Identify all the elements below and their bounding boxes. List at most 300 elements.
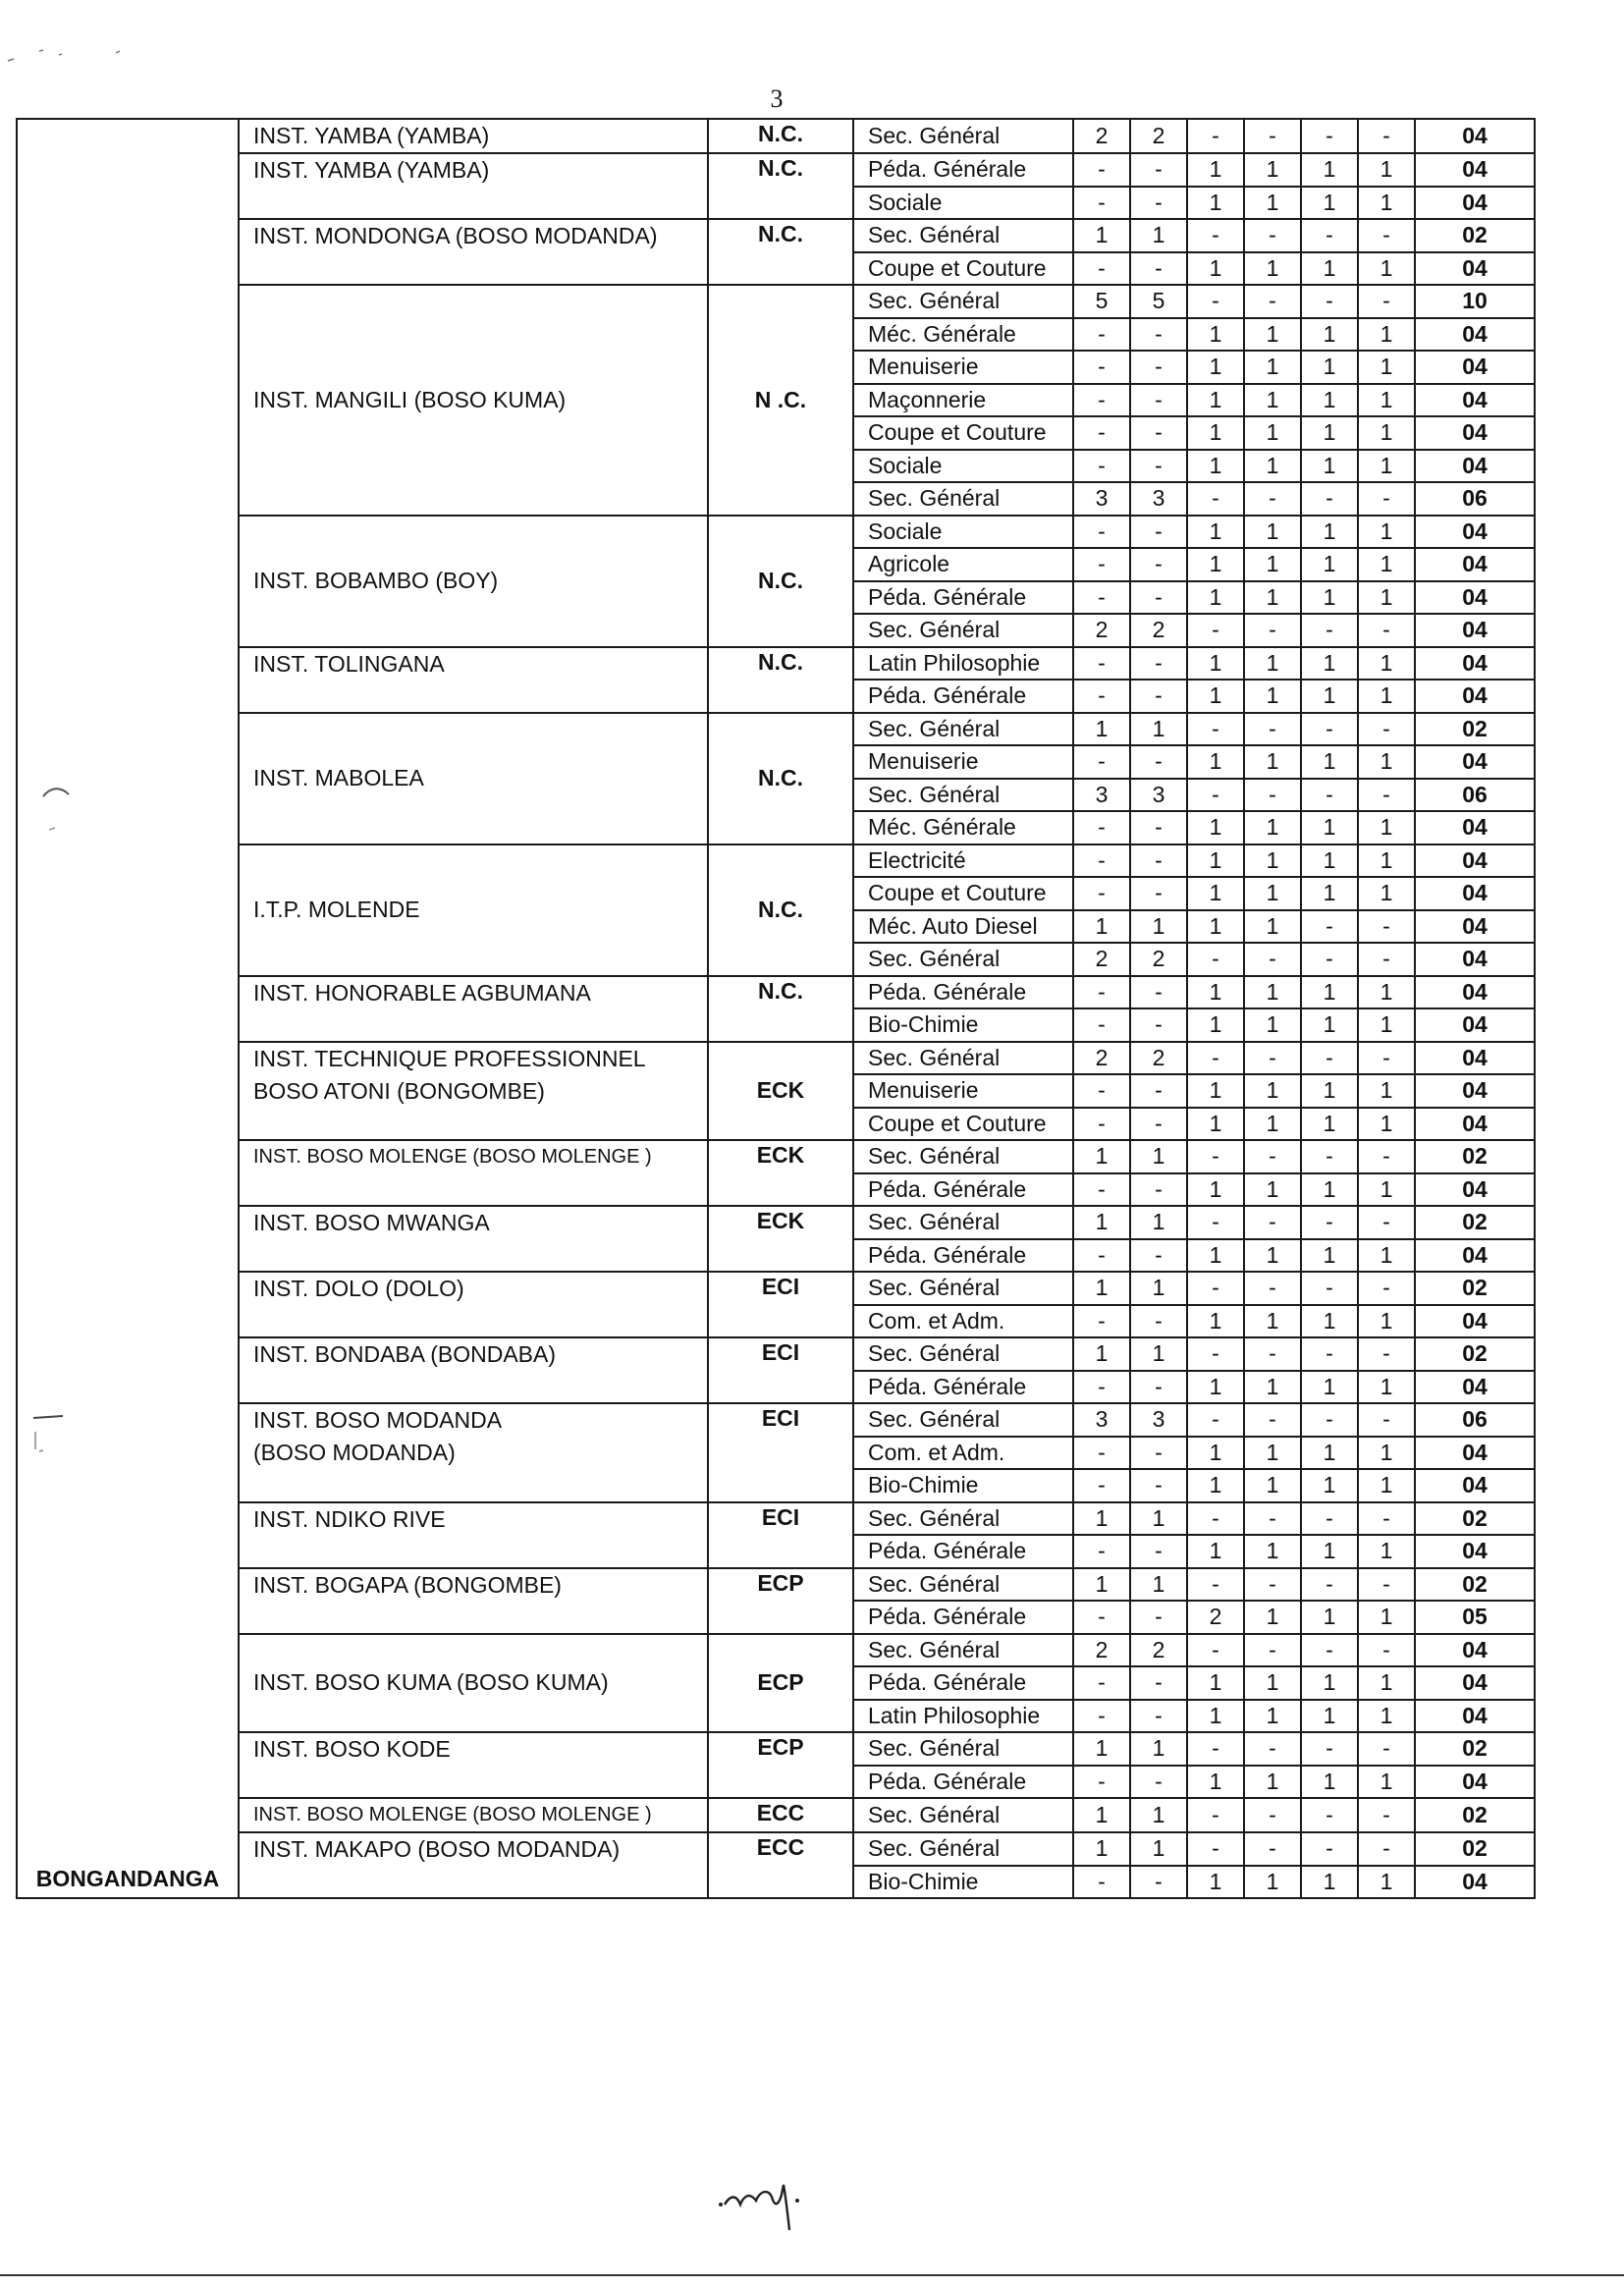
class-count-cell: - <box>1358 1568 1415 1602</box>
institution-cell <box>239 1337 708 1403</box>
class-count-cell: 1 <box>1187 1239 1244 1273</box>
class-count-cell: 1 <box>1244 1866 1301 1899</box>
class-count-cell: - <box>1244 1832 1301 1866</box>
class-count-cell: - <box>1187 1502 1244 1536</box>
section-cell: Bio-Chimie <box>853 1469 1073 1502</box>
section-cell: Sec. Général <box>853 1403 1073 1437</box>
total-cell: 06 <box>1415 1403 1535 1437</box>
total-cell: 04 <box>1415 976 1535 1009</box>
class-count-cell: 1 <box>1301 811 1358 844</box>
status-cell: ECI <box>708 1337 853 1403</box>
total-cell: 02 <box>1415 1732 1535 1766</box>
class-count-cell: 1 <box>1358 1766 1415 1799</box>
table-row <box>17 1337 1535 1371</box>
class-count-cell: 1 <box>1244 1371 1301 1404</box>
class-count-cell: 1 <box>1244 1108 1301 1141</box>
institution-name: INST. BOSO MOLENGE (BOSO MOLENGE ) <box>253 1146 652 1168</box>
section-cell: Méc. Auto Diesel <box>853 910 1073 944</box>
status-cell: N.C. <box>708 713 853 844</box>
section-cell: Com. et Adm. <box>853 1305 1073 1338</box>
class-count-cell: - <box>1187 1798 1244 1832</box>
section-cell: Sociale <box>853 450 1073 483</box>
class-count-cell: 1 <box>1187 318 1244 352</box>
class-count-cell: - <box>1358 1272 1415 1305</box>
class-count-cell: 1 <box>1187 745 1244 779</box>
class-count-cell: - <box>1073 1535 1130 1568</box>
class-count-cell: 1 <box>1244 647 1301 681</box>
class-count-cell: 1 <box>1358 153 1415 187</box>
class-count-cell: 1 <box>1244 680 1301 713</box>
total-cell: 04 <box>1415 1866 1535 1899</box>
total-cell: 02 <box>1415 1140 1535 1173</box>
institution-cell <box>239 1634 708 1733</box>
class-count-cell: 1 <box>1073 1798 1130 1832</box>
class-count-cell: 1 <box>1358 1371 1415 1404</box>
class-count-cell: - <box>1301 1206 1358 1239</box>
class-count-cell: - <box>1130 1108 1187 1141</box>
class-count-cell: 3 <box>1130 779 1187 812</box>
class-count-cell: - <box>1187 1403 1244 1437</box>
class-count-cell: 1 <box>1130 713 1187 746</box>
class-count-cell: 1 <box>1358 416 1415 450</box>
institution-cell <box>239 1798 708 1832</box>
institution-name: INST. MANGILI (BOSO KUMA) <box>253 386 567 412</box>
section-cell: Péda. Générale <box>853 1239 1073 1273</box>
class-count-cell: - <box>1301 614 1358 647</box>
total-cell: 02 <box>1415 1502 1535 1536</box>
class-count-cell: - <box>1073 811 1130 844</box>
table-row <box>17 285 1535 318</box>
class-count-cell: - <box>1130 1371 1187 1404</box>
class-count-cell: 1 <box>1358 318 1415 352</box>
class-count-cell: - <box>1358 1337 1415 1371</box>
total-cell: 06 <box>1415 482 1535 516</box>
class-count-cell: 1 <box>1358 1535 1415 1568</box>
class-count-cell: 1 <box>1301 1766 1358 1799</box>
class-count-cell: 1 <box>1244 910 1301 944</box>
section-cell: Sociale <box>853 516 1073 549</box>
class-count-cell: 1 <box>1130 219 1187 252</box>
section-cell: Sec. Général <box>853 1832 1073 1866</box>
class-count-cell: - <box>1073 1766 1130 1799</box>
institution-name: INST. BOSO MOLENGE (BOSO MOLENGE ) <box>253 1804 652 1825</box>
class-count-cell: - <box>1358 1140 1415 1173</box>
class-count-cell: 1 <box>1358 252 1415 286</box>
section-cell: Latin Philosophie <box>853 647 1073 681</box>
class-count-cell: - <box>1130 351 1187 384</box>
table-row <box>17 1272 1535 1305</box>
class-count-cell: 1 <box>1358 1074 1415 1108</box>
class-count-cell: - <box>1187 779 1244 812</box>
institution-name: INST. DOLO (DOLO) <box>253 1276 464 1301</box>
section-cell: Sec. Général <box>853 1140 1073 1173</box>
table-row <box>17 1634 1535 1667</box>
class-count-cell: - <box>1187 1732 1244 1766</box>
table-row <box>17 647 1535 681</box>
class-count-cell: - <box>1358 219 1415 252</box>
section-cell: Agricole <box>853 548 1073 581</box>
class-count-cell: 2 <box>1187 1601 1244 1634</box>
class-count-cell: 1 <box>1244 548 1301 581</box>
section-cell: Coupe et Couture <box>853 252 1073 286</box>
class-count-cell: 1 <box>1244 1766 1301 1799</box>
class-count-cell: 2 <box>1130 119 1187 153</box>
class-count-cell: - <box>1358 614 1415 647</box>
section-cell: Coupe et Couture <box>853 1108 1073 1141</box>
class-count-cell: - <box>1358 713 1415 746</box>
class-count-cell: - <box>1244 1206 1301 1239</box>
class-count-cell: 1 <box>1244 976 1301 1009</box>
class-count-cell: - <box>1073 1305 1130 1338</box>
section-cell: Sociale <box>853 187 1073 220</box>
section-cell: Péda. Générale <box>853 1535 1073 1568</box>
class-count-cell: 1 <box>1244 187 1301 220</box>
total-cell: 04 <box>1415 384 1535 417</box>
class-count-cell: - <box>1187 119 1244 153</box>
table-row <box>17 844 1535 878</box>
class-count-cell: 2 <box>1073 614 1130 647</box>
class-count-cell: - <box>1301 1634 1358 1667</box>
total-cell: 02 <box>1415 1206 1535 1239</box>
class-count-cell: 1 <box>1301 1666 1358 1700</box>
class-count-cell: 1 <box>1301 1074 1358 1108</box>
class-count-cell: 1 <box>1073 1140 1130 1173</box>
class-count-cell: - <box>1187 1206 1244 1239</box>
section-cell: Sec. Général <box>853 1206 1073 1239</box>
class-count-cell: - <box>1187 1042 1244 1075</box>
total-cell: 04 <box>1415 1535 1535 1568</box>
class-count-cell: - <box>1301 1337 1358 1371</box>
status-cell: N.C. <box>708 219 853 285</box>
total-cell: 02 <box>1415 1832 1535 1866</box>
institution-name: INST. BOSO KUMA (BOSO KUMA) <box>253 1669 609 1696</box>
class-count-cell: 1 <box>1358 1469 1415 1502</box>
section-cell: Coupe et Couture <box>853 416 1073 450</box>
class-count-cell: 1 <box>1301 844 1358 878</box>
class-count-cell: - <box>1130 1437 1187 1470</box>
total-cell: 04 <box>1415 187 1535 220</box>
class-count-cell: - <box>1073 252 1130 286</box>
total-cell: 04 <box>1415 943 1535 976</box>
section-cell: Bio-Chimie <box>853 1008 1073 1042</box>
section-cell: Sec. Général <box>853 285 1073 318</box>
class-count-cell: 1 <box>1301 1437 1358 1470</box>
class-count-cell: - <box>1073 318 1130 352</box>
class-count-cell: 1 <box>1244 1535 1301 1568</box>
class-count-cell: 1 <box>1358 811 1415 844</box>
class-count-cell: 1 <box>1301 318 1358 352</box>
class-count-cell: 1 <box>1358 844 1415 878</box>
section-cell: Sec. Général <box>853 1568 1073 1602</box>
institution-name: INST. BOSO MODANDA <box>253 1407 503 1433</box>
section-cell: Sec. Général <box>853 1337 1073 1371</box>
class-count-cell: - <box>1244 1502 1301 1536</box>
class-count-cell: 1 <box>1187 647 1244 681</box>
total-cell: 04 <box>1415 450 1535 483</box>
table-row <box>17 219 1535 252</box>
class-count-cell: - <box>1301 1502 1358 1536</box>
class-count-cell: - <box>1130 252 1187 286</box>
class-count-cell: 1 <box>1301 1700 1358 1733</box>
class-count-cell: - <box>1073 1239 1130 1273</box>
class-count-cell: 1 <box>1301 1601 1358 1634</box>
class-count-cell: 1 <box>1187 1700 1244 1733</box>
class-count-cell: - <box>1130 153 1187 187</box>
page-number: 3 <box>770 84 784 113</box>
total-cell: 04 <box>1415 745 1535 779</box>
class-count-cell: - <box>1187 1568 1244 1602</box>
class-count-cell: - <box>1187 943 1244 976</box>
section-cell: Sec. Général <box>853 1798 1073 1832</box>
class-count-cell: 1 <box>1358 745 1415 779</box>
total-cell: 04 <box>1415 647 1535 681</box>
class-count-cell: 1 <box>1244 516 1301 549</box>
class-count-cell: - <box>1244 285 1301 318</box>
class-count-cell: - <box>1130 581 1187 615</box>
class-count-cell: 1 <box>1301 647 1358 681</box>
institution-name: INST. BOSO MWANGA <box>253 1210 490 1235</box>
class-count-cell: 1 <box>1301 1866 1358 1899</box>
class-count-cell: 1 <box>1244 1173 1301 1207</box>
total-cell: 02 <box>1415 1798 1535 1832</box>
class-count-cell: 1 <box>1358 976 1415 1009</box>
class-count-cell: 1 <box>1358 1666 1415 1700</box>
class-count-cell: - <box>1244 943 1301 976</box>
institution-name: INST. YAMBA (YAMBA) <box>253 157 490 183</box>
class-count-cell: - <box>1244 1272 1301 1305</box>
institution-name: INST. BONDABA (BONDABA) <box>253 1341 557 1367</box>
class-count-cell: - <box>1358 779 1415 812</box>
class-count-cell: 3 <box>1073 1403 1130 1437</box>
table-row <box>17 153 1535 187</box>
institution-name: INST. YAMBA (YAMBA) <box>253 123 490 148</box>
class-count-cell: 1 <box>1130 1732 1187 1766</box>
total-cell: 04 <box>1415 1700 1535 1733</box>
institution-cell <box>239 1042 708 1141</box>
class-count-cell: 1 <box>1073 910 1130 944</box>
class-count-cell: - <box>1073 416 1130 450</box>
class-count-cell: 1 <box>1244 581 1301 615</box>
section-cell: Péda. Générale <box>853 1173 1073 1207</box>
section-cell: Sec. Général <box>853 219 1073 252</box>
class-count-cell: 1 <box>1073 1502 1130 1536</box>
class-count-cell: - <box>1130 1700 1187 1733</box>
class-count-cell: 2 <box>1073 1634 1130 1667</box>
class-count-cell: 1 <box>1244 1700 1301 1733</box>
total-cell: 02 <box>1415 1272 1535 1305</box>
class-count-cell: 1 <box>1130 1140 1187 1173</box>
total-cell: 04 <box>1415 1766 1535 1799</box>
total-cell: 04 <box>1415 614 1535 647</box>
class-count-cell: 1 <box>1358 680 1415 713</box>
class-count-cell: 5 <box>1130 285 1187 318</box>
class-count-cell: 1 <box>1244 745 1301 779</box>
class-count-cell: - <box>1187 1634 1244 1667</box>
class-count-cell: - <box>1244 1140 1301 1173</box>
table-row <box>17 119 1535 153</box>
class-count-cell: - <box>1301 1732 1358 1766</box>
section-cell: Péda. Générale <box>853 1601 1073 1634</box>
class-count-cell: 1 <box>1301 252 1358 286</box>
total-cell: 02 <box>1415 1337 1535 1371</box>
class-count-cell: 1 <box>1301 745 1358 779</box>
class-count-cell: - <box>1130 450 1187 483</box>
class-count-cell: 1 <box>1187 581 1244 615</box>
class-count-cell: 1 <box>1130 1502 1187 1536</box>
class-count-cell: 1 <box>1301 1008 1358 1042</box>
class-count-cell: - <box>1073 548 1130 581</box>
class-count-cell: - <box>1358 1634 1415 1667</box>
class-count-cell: 1 <box>1358 877 1415 910</box>
class-count-cell: 1 <box>1301 976 1358 1009</box>
class-count-cell: 1 <box>1244 318 1301 352</box>
total-cell: 04 <box>1415 1634 1535 1667</box>
institution-name: INST. TECHNIQUE PROFESSIONNEL <box>253 1045 646 1071</box>
section-cell: Sec. Général <box>853 943 1073 976</box>
section-cell: Péda. Générale <box>853 1766 1073 1799</box>
class-count-cell: 1 <box>1187 1108 1244 1141</box>
class-count-cell: - <box>1130 1305 1187 1338</box>
class-count-cell: - <box>1187 1337 1244 1371</box>
class-count-cell: - <box>1301 1832 1358 1866</box>
class-count-cell: - <box>1130 187 1187 220</box>
class-count-cell: 1 <box>1244 1074 1301 1108</box>
section-cell: Sec. Général <box>853 1272 1073 1305</box>
institution-cell <box>239 1403 708 1502</box>
class-count-cell: - <box>1073 1601 1130 1634</box>
page-bottom-rule <box>0 2274 1624 2276</box>
class-count-cell: 1 <box>1187 1766 1244 1799</box>
class-count-cell: - <box>1244 713 1301 746</box>
class-count-cell: - <box>1130 1766 1187 1799</box>
section-cell: Sec. Général <box>853 1502 1073 1536</box>
class-count-cell: 1 <box>1358 1700 1415 1733</box>
section-cell: Péda. Générale <box>853 680 1073 713</box>
class-count-cell: 1 <box>1301 1535 1358 1568</box>
class-count-cell: 2 <box>1130 1042 1187 1075</box>
class-count-cell: 2 <box>1130 614 1187 647</box>
class-count-cell: - <box>1301 943 1358 976</box>
total-cell: 06 <box>1415 779 1535 812</box>
table-row <box>17 1832 1535 1866</box>
total-cell: 04 <box>1415 252 1535 286</box>
class-count-cell: - <box>1358 943 1415 976</box>
class-count-cell: - <box>1130 1239 1187 1273</box>
class-count-cell: - <box>1244 614 1301 647</box>
institution-name: INST. HONORABLE AGBUMANA <box>253 979 591 1006</box>
class-count-cell: 1 <box>1187 1469 1244 1502</box>
section-cell: Méc. Générale <box>853 318 1073 352</box>
class-count-cell: - <box>1130 1866 1187 1899</box>
total-cell: 04 <box>1415 877 1535 910</box>
section-cell: Sec. Général <box>853 1634 1073 1667</box>
total-cell: 10 <box>1415 285 1535 318</box>
institution-cell <box>239 153 708 219</box>
class-count-cell: - <box>1358 910 1415 944</box>
class-count-cell: - <box>1244 779 1301 812</box>
class-count-cell: 1 <box>1358 187 1415 220</box>
institution-cell <box>239 844 708 976</box>
class-count-cell: 1 <box>1244 1305 1301 1338</box>
class-count-cell: - <box>1073 1108 1130 1141</box>
class-count-cell: 1 <box>1130 1798 1187 1832</box>
class-count-cell: - <box>1244 1732 1301 1766</box>
class-count-cell: - <box>1187 713 1244 746</box>
class-count-cell: 1 <box>1244 1601 1301 1634</box>
class-count-cell: - <box>1244 1042 1301 1075</box>
class-count-cell: - <box>1130 548 1187 581</box>
total-cell: 04 <box>1415 351 1535 384</box>
total-cell: 04 <box>1415 1042 1535 1075</box>
class-count-cell: 1 <box>1244 1008 1301 1042</box>
class-count-cell: - <box>1130 811 1187 844</box>
section-cell: Péda. Générale <box>853 1666 1073 1700</box>
institution-name: (BOSO MODANDA) <box>253 1440 456 1465</box>
class-count-cell: - <box>1301 910 1358 944</box>
institution-cell <box>239 1140 708 1206</box>
section-cell: Péda. Générale <box>853 581 1073 615</box>
status-cell: N.C. <box>708 844 853 976</box>
class-count-cell: 1 <box>1130 1272 1187 1305</box>
class-count-cell: - <box>1244 1568 1301 1602</box>
table-row <box>17 1140 1535 1173</box>
class-count-cell: - <box>1301 1568 1358 1602</box>
class-count-cell: - <box>1301 1140 1358 1173</box>
class-count-cell: 1 <box>1358 647 1415 681</box>
class-count-cell: 1 <box>1073 1732 1130 1766</box>
class-count-cell: 1 <box>1130 1832 1187 1866</box>
institution-name: I.T.P. MOLENDE <box>253 897 420 922</box>
total-cell: 04 <box>1415 318 1535 352</box>
class-count-cell: - <box>1130 384 1187 417</box>
institution-cell <box>239 1272 708 1337</box>
class-count-cell: 1 <box>1073 219 1130 252</box>
class-count-cell: - <box>1130 318 1187 352</box>
section-cell: Péda. Générale <box>853 1371 1073 1404</box>
section-cell: Latin Philosophie <box>853 1700 1073 1733</box>
class-count-cell: 1 <box>1301 351 1358 384</box>
class-count-cell: - <box>1301 482 1358 516</box>
section-cell: Sec. Général <box>853 713 1073 746</box>
institution-cell <box>239 285 708 516</box>
total-cell: 04 <box>1415 416 1535 450</box>
class-count-cell: 1 <box>1073 1206 1130 1239</box>
class-count-cell: - <box>1073 581 1130 615</box>
class-count-cell: - <box>1130 647 1187 681</box>
class-count-cell: 1 <box>1301 1108 1358 1141</box>
class-count-cell: 1 <box>1130 1337 1187 1371</box>
class-count-cell: - <box>1301 285 1358 318</box>
class-count-cell: 1 <box>1358 384 1415 417</box>
class-count-cell: - <box>1073 647 1130 681</box>
class-count-cell: - <box>1358 1206 1415 1239</box>
class-count-cell: 1 <box>1187 680 1244 713</box>
class-count-cell: - <box>1130 1666 1187 1700</box>
class-count-cell: 1 <box>1187 153 1244 187</box>
class-count-cell: - <box>1130 680 1187 713</box>
class-count-cell: - <box>1187 1832 1244 1866</box>
schools-table <box>16 118 1536 1899</box>
class-count-cell: 1 <box>1358 548 1415 581</box>
section-cell: Méc. Générale <box>853 811 1073 844</box>
class-count-cell: - <box>1073 976 1130 1009</box>
class-count-cell: - <box>1187 1140 1244 1173</box>
institution-name: INST. TOLINGANA <box>253 650 445 677</box>
status-cell: ECK <box>708 1206 853 1272</box>
class-count-cell: - <box>1130 1074 1187 1108</box>
total-cell: 04 <box>1415 811 1535 844</box>
section-cell: Com. et Adm. <box>853 1437 1073 1470</box>
